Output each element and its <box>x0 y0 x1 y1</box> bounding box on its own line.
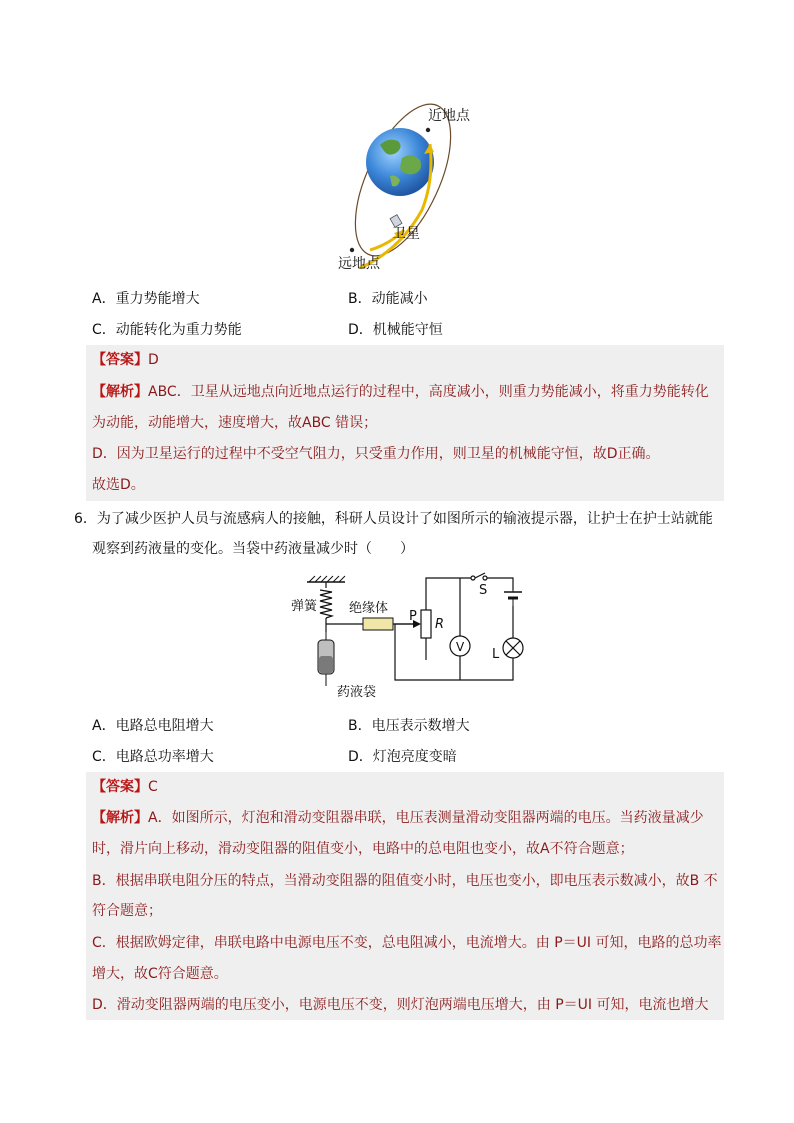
bag-label: 药液袋 <box>337 685 377 700</box>
q6-option-b: B．电压表示数增大 <box>348 718 470 734</box>
battery-icon <box>504 590 522 606</box>
q5-answer-line <box>92 349 159 371</box>
q5-answer-box <box>86 345 724 501</box>
q6-option-c: C．电路总功率增大 <box>92 749 214 765</box>
q6-stem-line-1: 6．为了减少医护人员与流感病人的接触，科研人员设计了如图所示的输液提示器，让护士在护士站就能 <box>74 511 713 527</box>
earth-icon <box>366 128 434 196</box>
q6-answer: C <box>148 779 158 795</box>
lamp-l-label: L <box>492 647 500 662</box>
q6-analysis-line-3: B．根据串联电阻分压的特点，当滑动变阻器的阻值变小时，电压也变小，即电压表示数减小，故B 不 <box>92 873 718 889</box>
q5-analysis-line-1: 【解析】ABC．卫星从远地点向近地点运行的过程中，高度减小，则重力势能减小，将重力势能转化 <box>92 384 709 400</box>
satellite-orbit-figure <box>330 100 490 280</box>
q6-analysis-line-6: 增大，故C符合题意。 <box>92 966 228 982</box>
iv-bag-icon <box>318 632 334 686</box>
q6-answer-line <box>92 776 158 798</box>
q5-analysis-line-2: 为动能，动能增大，速度增大，故ABC 错误； <box>92 415 378 431</box>
q5-option-b: B．动能减小 <box>348 291 428 307</box>
q6-analysis-line-5: C．根据欧姆定律，串联电路中电源电压不变，总电阻减小，电流增大。由 P＝UI 可知，电路的总功率 <box>92 935 722 951</box>
insulator-label: 绝缘体 <box>349 601 389 616</box>
q6-option-a: A．电路总电阻增大 <box>92 718 214 734</box>
lamp-icon <box>503 638 523 658</box>
q5-option-d: D．机械能守恒 <box>348 322 443 338</box>
switch-icon <box>471 573 487 580</box>
q6-stem-line-2: 观察到药液量的变化。当袋中药液量减少时（ ） <box>92 541 414 557</box>
q6-analysis-line-2: 时，滑片向上移动，滑动变阻器的阻值变小，电路中的总电阻也变小，故A不符合题意； <box>92 841 634 857</box>
q6-option-d: D．灯泡亮度变暗 <box>348 749 457 765</box>
analysis-tag: 【解析】 <box>92 384 148 400</box>
q6-analysis-line-4: 符合题意； <box>92 903 162 919</box>
perigee-label: 近地点 <box>428 108 470 124</box>
q6-analysis-line-7: D．滑动变阻器两端的电压变小，电源电压不变，则灯泡两端电压增大，由 P＝UI 可知，电流也增大 <box>92 997 709 1013</box>
infusion-circuit-figure <box>285 570 535 700</box>
analysis-tag: 【解析】 <box>92 810 148 826</box>
q5-option-c: C．动能转化为重力势能 <box>92 322 242 338</box>
switch-s-label: S <box>479 583 488 598</box>
q5-analysis-line-4: 故选D。 <box>92 477 145 493</box>
q5-analysis-line-3: D．因为卫星运行的过程中不受空气阻力，只受重力作用，则卫星的机械能守恒，故D正确。 <box>92 446 660 462</box>
q6-analysis-line-1: 【解析】A．如图所示，灯泡和滑动变阻器串联，电压表测量滑动变阻器两端的电压。当药液量减少 <box>92 810 704 826</box>
spring-label: 弹簧 <box>291 599 318 614</box>
answer-tag: 【答案】 <box>92 779 148 795</box>
rheostat-r-label: R <box>435 617 445 632</box>
apogee-label: 远地点 <box>338 256 380 272</box>
voltmeter-v-label: V <box>456 640 465 654</box>
q5-answer: D <box>148 352 159 368</box>
q5-option-a: A．重力势能增大 <box>92 291 200 307</box>
insulator-block <box>363 618 393 630</box>
slider-p-label: P <box>409 609 417 624</box>
answer-tag: 【答案】 <box>92 352 148 368</box>
q6-answer-box <box>86 772 724 1020</box>
rheostat-icon <box>421 610 431 638</box>
satellite-label: 卫星 <box>392 226 420 242</box>
